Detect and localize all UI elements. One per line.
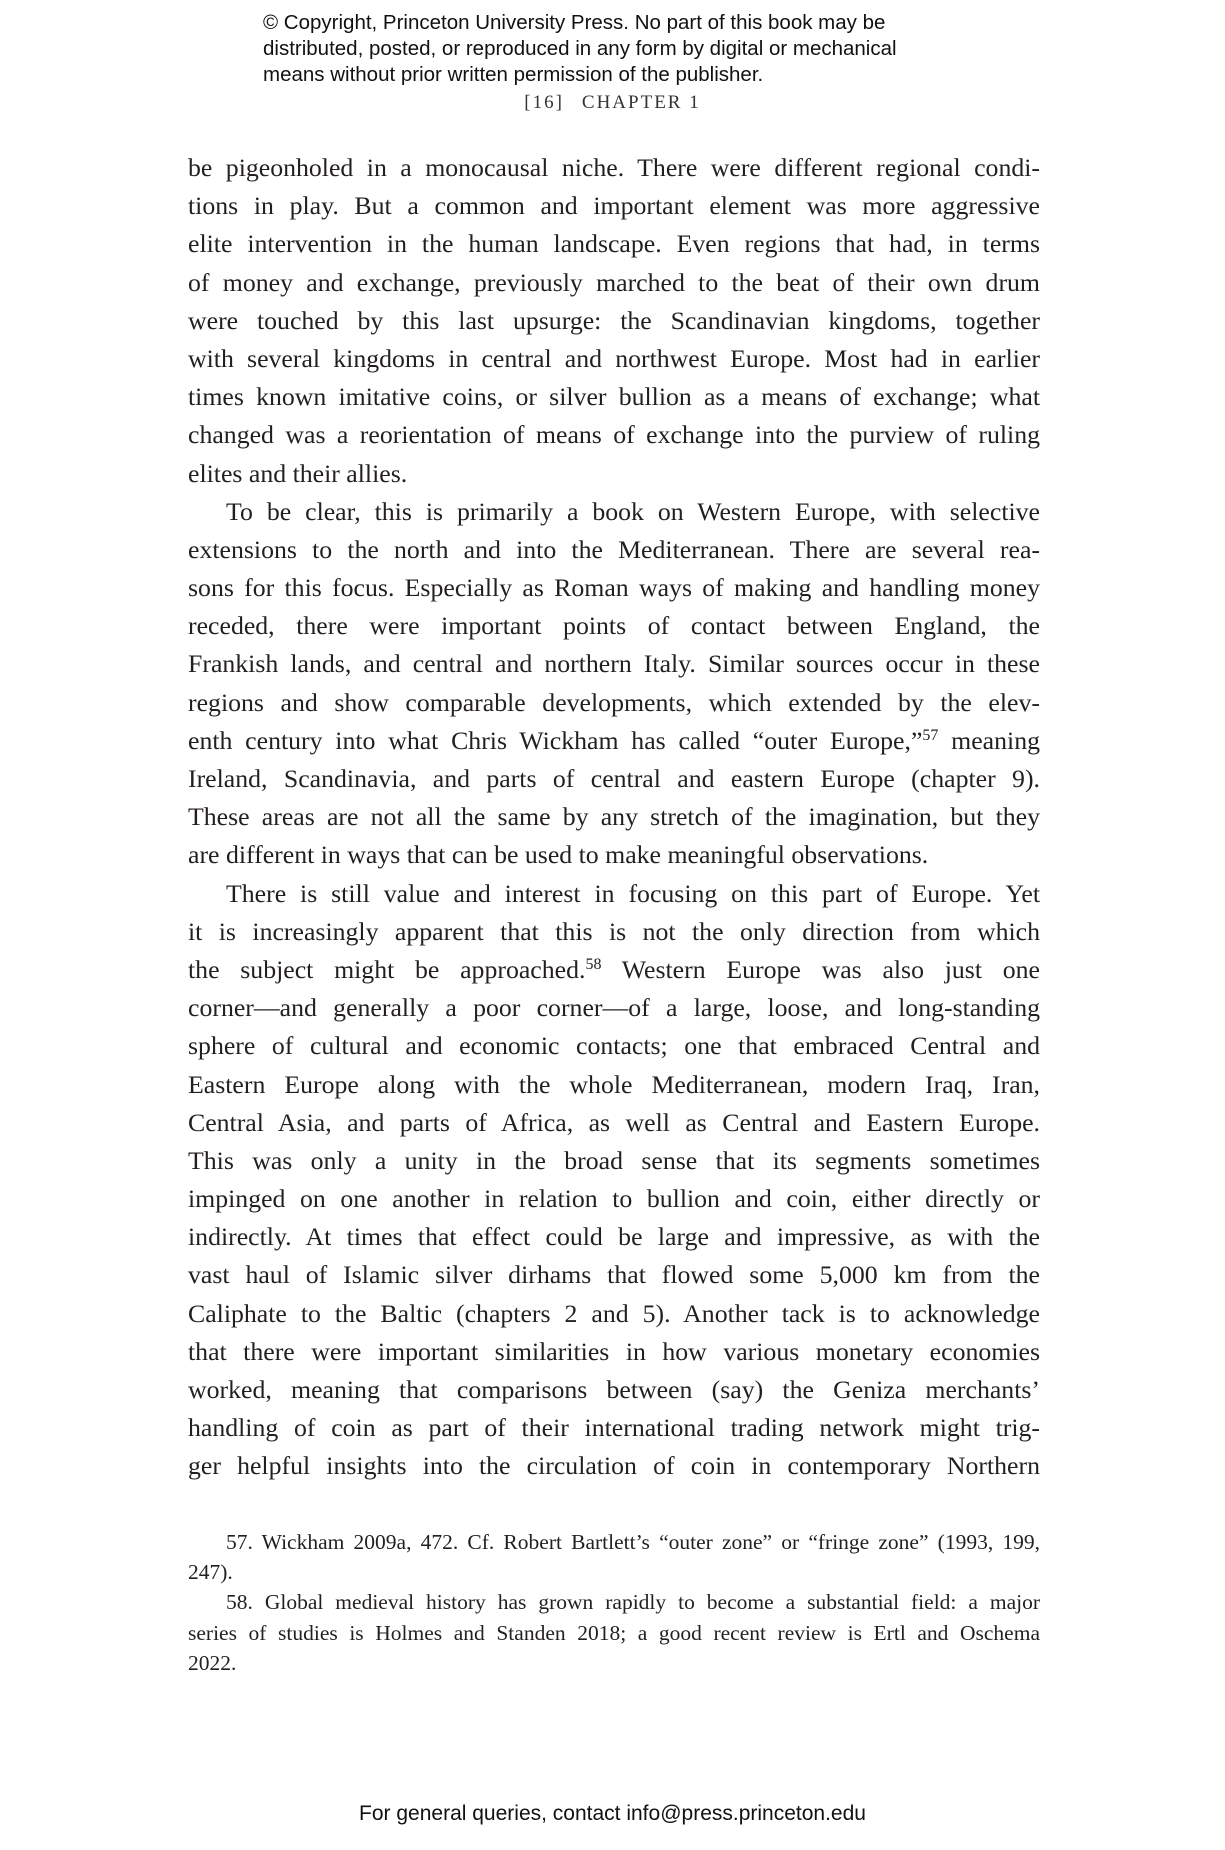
text-line: sons for this focus. Especially as Roman ways of making and handling money bbox=[188, 573, 1040, 603]
text-line: worked, meaning that comparisons between (say) the Geniza merchants’ bbox=[188, 1375, 1040, 1404]
footnote-58-cont: series of studies is Holmes and Standen 2018; a good recent review is Ertl and Oschema bbox=[188, 1620, 1040, 1645]
text-line: regions and show comparable developments, which extended by the elev- bbox=[188, 687, 1040, 717]
text-line: Ireland, Scandinavia, and parts of central and eastern Europe (chapter 9). bbox=[188, 764, 1040, 793]
text-line: Caliphate to the Baltic (chapters 2 and 5). Another tack is to acknowledge bbox=[188, 1298, 1040, 1328]
text-line: sphere of cultural and economic contacts; one that embraced Central and bbox=[188, 1031, 1040, 1061]
text-line bbox=[188, 722, 1040, 760]
footnote-58: 58. Global medieval history has grown rapidly to become a substantial field: a major bbox=[226, 1590, 1040, 1615]
copyright-line: © Copyright, Princeton University Press. No part of this book may be bbox=[263, 11, 886, 34]
chapter-label: CHAPTER 1 bbox=[581, 92, 701, 113]
text-line: These areas are not all the same by any stretch of the imagination, but they bbox=[188, 802, 1040, 832]
text-line: tions in play. But a common and important element was more aggressive bbox=[188, 191, 1040, 221]
text-line: Central Asia, and parts of Africa, as well as Central and Eastern Europe. bbox=[188, 1107, 1040, 1137]
text-line: changed was a reorientation of means of exchange into the purview of ruling bbox=[188, 420, 1040, 450]
text-line: corner—and generally a poor corner—of a large, loose, and long-standing bbox=[188, 993, 1040, 1023]
text-line: This was only a unity in the broad sense that its segments sometimes bbox=[188, 1145, 1040, 1175]
text-segment: Western Europe was also just one bbox=[601, 954, 1041, 984]
text-segment: the subject might be approached. bbox=[188, 954, 586, 984]
text-segment: meaning bbox=[938, 725, 1040, 755]
text-line: Frankish lands, and central and northern Italy. Similar sources occur in these bbox=[188, 649, 1040, 679]
text-line: are different in ways that can be used to make meaningful observations. bbox=[188, 840, 929, 870]
text-line: ger helpful insights into the circulation of coin in contemporary Northern bbox=[188, 1451, 1040, 1481]
text-line: To be clear, this is primarily a book on Western Europe, with selective bbox=[226, 496, 1040, 526]
text-line: elites and their allies. bbox=[188, 458, 408, 488]
footnote-ref-57[interactable]: 57 bbox=[922, 727, 939, 745]
footnote-ref-58[interactable]: 58 bbox=[585, 956, 602, 974]
text-segment: enth century into what Chris Wickham has called “outer Europe,” bbox=[188, 725, 923, 755]
page-number: [16] bbox=[524, 92, 564, 113]
text-line: elite intervention in the human landscape. Even regions that had, in terms bbox=[188, 229, 1040, 259]
text-line: times known imitative coins, or silver bullion as a means of exchange; what bbox=[188, 382, 1040, 412]
footnotes bbox=[188, 1527, 1040, 1678]
text-line: with several kingdoms in central and northwest Europe. Most had in earlier bbox=[188, 343, 1040, 373]
text-line: it is increasingly apparent that this is not the only direction from which bbox=[188, 916, 1040, 946]
copyright-line: distributed, posted, or reproduced in any form by digital or mechanical bbox=[263, 37, 897, 60]
text-line: Eastern Europe along with the whole Mediterranean, modern Iraq, Iran, bbox=[188, 1069, 1040, 1099]
text-line: handling of coin as part of their international trading network might trig- bbox=[188, 1413, 1040, 1443]
footnote-58-cont: 2022. bbox=[188, 1650, 237, 1675]
text-line: There is still value and interest in focusing on this part of Europe. Yet bbox=[226, 878, 1040, 908]
text-line: indirectly. At times that effect could be large and impressive, as with the bbox=[188, 1222, 1040, 1252]
running-head bbox=[0, 92, 1225, 114]
body-text bbox=[188, 149, 1040, 1486]
text-line: receded, there were important points of contact between England, the bbox=[188, 611, 1040, 641]
text-line: vast haul of Islamic silver dirhams that flowed some 5,000 km from the bbox=[188, 1260, 1040, 1290]
copyright-notice bbox=[263, 10, 983, 88]
text-line: were touched by this last upsurge: the Scandinavian kingdoms, together bbox=[188, 305, 1040, 335]
text-line: impinged on one another in relation to bullion and coin, either directly or bbox=[188, 1184, 1040, 1214]
text-line: of money and exchange, previously marched to the beat of their own drum bbox=[188, 267, 1040, 297]
text-line: that there were important similarities in how various monetary economies bbox=[188, 1336, 1040, 1366]
text-line: be pigeonholed in a monocausal niche. There were different regional condi- bbox=[188, 153, 1040, 182]
footnote-57: 57. Wickham 2009a, 472. Cf. Robert Bartlett’s “outer zone” or “fringe zone” (1993, 199, bbox=[226, 1530, 1040, 1554]
copyright-line: means without prior written permission of the publisher. bbox=[263, 63, 764, 86]
text-line: extensions to the north and into the Mediterranean. There are several rea- bbox=[188, 534, 1040, 564]
footnote-57-cont: 247). bbox=[188, 1560, 233, 1585]
text-line bbox=[188, 951, 1040, 989]
footer-contact: For general queries, contact info@press.princeton.edu bbox=[359, 1802, 866, 1825]
